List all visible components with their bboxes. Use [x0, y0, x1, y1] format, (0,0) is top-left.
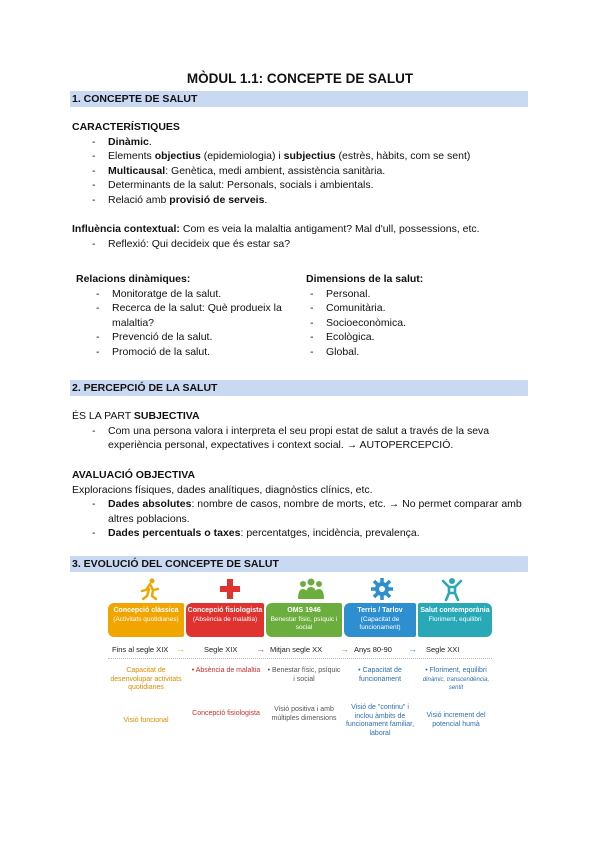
list-item: - Promoció de la salut.: [76, 345, 306, 360]
people-group-icon: [296, 577, 326, 601]
person-joy-icon: [440, 577, 464, 601]
subjective-block: [72, 409, 532, 453]
list-item: - Global.: [290, 345, 506, 360]
list-item: - Dades percentuals o taxes: percentatges, incidència, prevalença.: [72, 526, 532, 541]
objective-title: AVALUACIÓ OBJECTIVA: [72, 469, 196, 481]
list-item: - Elements objectius (epidemiologia) i subjectius (estrès, hàbits, com se sent): [72, 149, 532, 164]
objective-text: Exploracions físiques, dades analítiques, diagnòstics clínics, etc.: [72, 483, 373, 496]
timeline-arrow: →: [408, 644, 417, 654]
stage-description: • Benestar físic, psíquic i social: [267, 667, 341, 683]
stage-description: Capacitat de desenvolupar activitats quotidianes: [110, 667, 182, 691]
dimensions-title: Dimensions de la salut:: [306, 273, 424, 285]
runner-icon: [138, 577, 162, 601]
stage-description: • Capacitat de funcionament: [358, 667, 402, 683]
stage-description: • Absència de malaltia: [191, 667, 261, 674]
timeline-arrow: →: [256, 644, 265, 654]
dimensions-list: [290, 287, 506, 360]
list-item: - Prevenció de la salut.: [76, 330, 306, 345]
stage-vision: Visió funcional: [123, 717, 169, 724]
list-item: - Personal.: [290, 287, 506, 302]
objective-block: [72, 468, 532, 541]
era-label: Mitjan segle XX: [270, 645, 323, 654]
page-title: MÒDUL 1.1: CONCEPTE DE SALUT: [186, 71, 414, 86]
characteristics-list: [72, 135, 532, 208]
list-item: - Ecològica.: [290, 330, 506, 345]
divider: [108, 658, 492, 659]
relations-title: Relacions dinàmiques:: [76, 273, 191, 285]
stage-vision: Visió de "continu" i inclou àmbits de funcionament familiar, laboral: [345, 704, 415, 737]
list-item: - Determinants de la salut: Personals, socials i ambientals.: [72, 178, 532, 193]
list-item: - Monitoratge de la salut.: [76, 287, 306, 302]
relations-list: [76, 287, 306, 360]
list-item: - Dinàmic.: [72, 135, 532, 150]
stage-who-1946: OMS 1946 Benestar físic, psíquic i social: [266, 603, 342, 637]
influence-block: [72, 222, 532, 251]
list-item: - Socioeconòmica.: [290, 316, 506, 331]
stage-physiologist: Concepció fisiologista (Absència de malaltia): [186, 603, 264, 637]
characteristics-title: CARACTERÍSTIQUES: [72, 121, 180, 133]
stage-classic: Concepció clàssica (Activitats quotidianes): [108, 603, 184, 637]
era-label: Segle XXI: [426, 645, 460, 654]
influence-line: Influència contextual: Com es veia la malaltia antigament? Mal d'ull, possessions, etc.: [72, 223, 480, 235]
list-item: - Reflexió: Qui decideix que és estar sa?: [72, 237, 532, 252]
relations-column: [76, 272, 306, 359]
dimensions-column: [306, 272, 506, 359]
list-item: - Com una persona valora i interpreta el seu propi estat de salut a través de la seva experiència personal, expectatives i context social. → AUTOPERCEPCIÓ.: [72, 424, 532, 453]
section-2-header: 2. PERCEPCIÓ DE LA SALUT: [70, 380, 528, 396]
timeline-arrow: →: [176, 644, 185, 654]
stage-terris-tarlov: Terris / Tarlov (Capacitat de funcionament): [344, 603, 416, 637]
gear-icon: [370, 577, 394, 601]
list-item: - Relació amb provisió de serveis.: [72, 193, 532, 208]
list-item: - Comunitària.: [290, 301, 506, 316]
characteristics-block: [72, 120, 532, 207]
list-item: - Multicausal: Genètica, medi ambient, assistència sanitària.: [72, 164, 532, 179]
era-label: Anys 80-90: [354, 645, 392, 654]
medical-cross-icon: [218, 577, 242, 601]
era-label: Segle XIX: [204, 645, 238, 654]
stage-vision: Visió increment del potencial humà: [426, 712, 486, 728]
stage-vision: Concepció fisiologista: [192, 710, 260, 717]
subjective-title: ÉS LA PART SUBJECTIVA: [72, 410, 200, 422]
stage-contemporary: Salut contemporània Floriment, equilibri: [418, 603, 492, 637]
timeline-arrow: →: [340, 644, 349, 654]
stage-vision: Visió positiva i amb múltiples dimensions: [271, 706, 337, 722]
era-label: Fins al segle XIX: [112, 645, 169, 654]
stage-description: • Floriment, equilibri dinàmic, transcendència, sentit: [422, 667, 490, 691]
health-evolution-infographic: [104, 574, 496, 746]
section-3-header: 3. EVOLUCIÓ DEL CONCEPTE DE SALUT: [70, 556, 528, 572]
list-item: - Recerca de la salut: Què produeix la malaltia?: [76, 301, 306, 330]
list-item: - Dades absolutes: nombre de casos, nombre de morts, etc. → No permet comparar amb altres poblacions.: [72, 497, 532, 526]
section-1-header: 1. CONCEPTE DE SALUT: [70, 91, 528, 107]
